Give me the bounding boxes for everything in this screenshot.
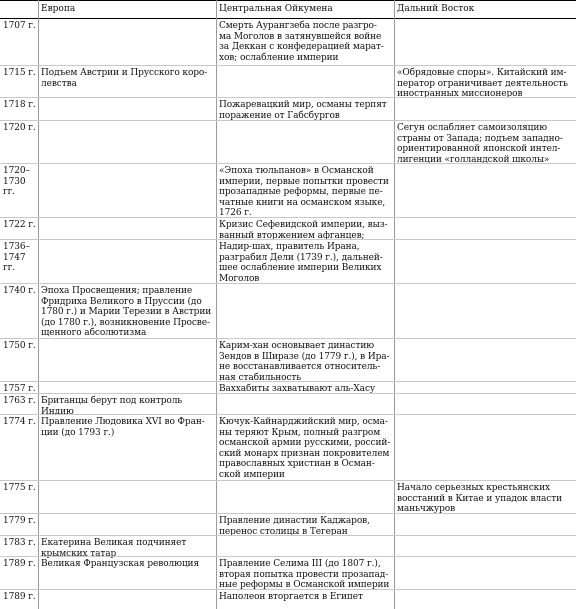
east-cell: Начало серьезных крестьянских восстаний в Китае и упадок власти маньчжуров [397, 483, 563, 515]
table-row [0, 535, 576, 559]
table-row [0, 338, 576, 381]
year-cell: 1720 г. [3, 123, 36, 133]
year-cell: 1789 г. [3, 559, 36, 569]
central-cell: Ваххабиты захватывают аль-Хасу [219, 384, 376, 394]
central-cell: Наполеон вторгается в Египет [219, 592, 363, 602]
table-row [0, 65, 576, 100]
europe-cell: Великая Французская революция [41, 559, 200, 569]
year-cell: 1763 г. [3, 396, 36, 406]
year-cell: 1707 г. [3, 21, 36, 31]
europe-cell: Эпоха Просвещения; правление Фридриха Великого в Пруссии (до 1780 г.) и Марии Терезии в Австрии (до 1780 г.), возникновение Просве- щенного абсолютизма [41, 286, 212, 339]
east-cell: «Обрядовые споры». Китайский им- ператор ограничивает деятельность иностранных миссионеров [397, 68, 568, 100]
year-cell: 1722 г. [3, 220, 36, 230]
year-cell: 1715 г. [3, 68, 36, 78]
year-cell: 1757 г. [3, 384, 36, 394]
europe-cell: Подъем Австрии и Прусского коро- левства [41, 68, 208, 89]
central-cell: Карим-хан основывает династию Зендов в Ширазе (до 1779 г.), в Ира- не восстанавливается относитель- ная стабильность [219, 341, 390, 383]
table-row [0, 239, 576, 283]
year-cell: 1783 г. [3, 538, 36, 548]
year-cell: 1718 г. [3, 100, 36, 110]
year-cell: 1720– 1730 гг. [3, 166, 30, 198]
table-row [0, 513, 576, 535]
east-cell: Сегун ослабляет самоизоляцию страны от Запада; подъем западно- ориентированной японской интел- лигенции «голландской школы» [397, 123, 563, 165]
table-row [0, 163, 576, 217]
central-cell: Кризис Сефевидской империи, выз- ванный вторжением афганцев; [219, 220, 388, 241]
table-row [0, 589, 576, 609]
table-row [0, 120, 576, 163]
header-year [0, 0, 38, 18]
central-cell: Правление династии Каджаров, перенос столицы в Тегеран [219, 516, 370, 537]
header-east: Дальний Восток [397, 4, 475, 14]
year-cell: 1750 г. [3, 341, 36, 351]
header-central: Центральная Ойкумена [219, 4, 333, 14]
year-cell: 1789 г. [3, 592, 36, 602]
central-cell: Надир-шах, правитель Ирана, разграбил Дели (1739 г.), дальней- шее ослабление империи Великих Моголов [219, 242, 383, 284]
year-cell: 1779 г. [3, 516, 36, 526]
table-row [0, 381, 576, 393]
year-cell: 1775 г. [3, 483, 36, 493]
central-cell: Пожаревацкий мир, османы терпят поражение от Габсбургов [219, 100, 387, 121]
year-cell: 1774 г. [3, 417, 36, 427]
table-row [0, 283, 576, 338]
table-row [0, 97, 576, 120]
europe-cell: Британцы берут под контроль Индию [41, 396, 183, 417]
central-cell: Смерть Аурангзеба после разгро- ма Моголов в затянувшейся войне за Деккан с конфедерацией маpат- хов; ослабление империи [219, 21, 384, 63]
table-row [0, 414, 576, 480]
table-row [0, 556, 576, 589]
table-row [0, 19, 576, 65]
table-row [0, 480, 576, 513]
year-cell: 1736– 1747 гг. [3, 242, 30, 274]
europe-cell: Екатерина Великая подчиняет крымских татар [41, 538, 187, 559]
central-cell: Правление Селима III (до 1807 г.), вторая попытка провести прозапад- ные реформы в Османской империи [219, 559, 390, 591]
central-cell: Кючук-Кайнарджийский мир, осма- ны теряют Крым, полный разгром османской армии русскими, россий- ский монарх признан покровителем православных христиан в Осман- ской империи [219, 417, 391, 480]
table-row [0, 393, 576, 417]
year-cell: 1740 г. [3, 286, 36, 296]
table-row [0, 217, 576, 239]
header-europe: Европа [41, 4, 76, 14]
central-cell: «Эпоха тюльпанов» в Османской империи, первые попытки провести прозападные реформы, первые пе- чатные книги на османском языке, 1726 г. [219, 166, 389, 219]
europe-cell: Правление Людовика XVI во Фран- ции (до 1793 г.) [41, 417, 205, 438]
